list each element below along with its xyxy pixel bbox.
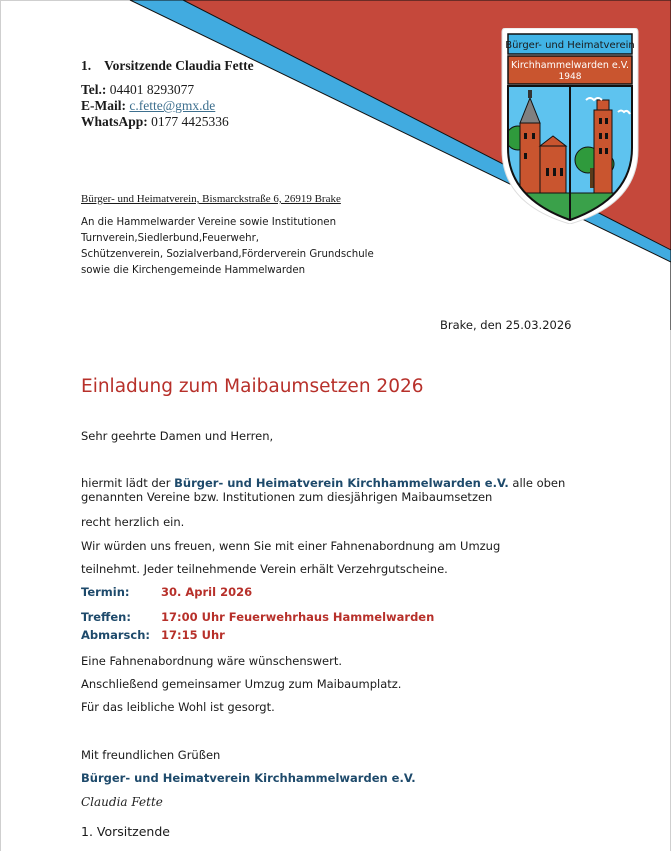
body-p1-org: Bürger- und Heimatverein Kirchhammelwarden e.V. — [174, 476, 509, 490]
sender-title-text: Vorsitzende Claudia Fette — [104, 58, 254, 73]
recipient-block — [81, 215, 374, 279]
letter-heading: Einladung zum Maibaumsetzen 2026 — [81, 376, 424, 397]
detail-value: 30. April 2026 — [161, 585, 253, 599]
tel-label: Tel.: — [81, 82, 107, 97]
recipient-line: sowie die Kirchengemeinde Hammelwarden — [81, 265, 306, 276]
detail-label: Treffen: — [81, 610, 131, 624]
email-label: E-Mail: — [81, 98, 126, 113]
detail-label: Abmarsch: — [81, 628, 150, 642]
whatsapp-value: 0177 4425336 — [151, 114, 229, 129]
club-crest-logo — [500, 28, 640, 224]
whatsapp-label: WhatsApp: — [81, 114, 148, 129]
detail-row-treffen — [81, 610, 434, 624]
detail-row-abmarsch — [81, 628, 225, 642]
sender-block — [81, 58, 254, 130]
return-address: Bürger- und Heimatverein, Bismarckstraße 6, 26919 Brake — [81, 193, 341, 205]
body-p1-line2: genannten Vereine bzw. Institutionen zum diesjährigen Maibaumsetzen — [81, 490, 493, 504]
detail-row-termin — [81, 585, 252, 599]
org-signature: Bürger- und Heimatverein Kirchhammelwarden e.V. — [81, 771, 416, 785]
signature-role: 1. Vorsitzende — [81, 824, 170, 839]
crest-year: 1948 — [558, 72, 582, 82]
recipient-line: Turnverein,Siedlerbund,Feuerwehr, — [81, 233, 260, 244]
regards: Mit freundlichen Grüßen — [81, 748, 221, 762]
email-link[interactable]: c.fette@gmx.de — [129, 98, 216, 113]
sender-tel-row — [81, 82, 254, 98]
crest-line2: Kirchhammelwarden e.V. — [510, 60, 630, 71]
body-p3: Wir würden uns freuen, wenn Sie mit einer Fahnenabordnung am Umzug — [81, 539, 501, 553]
sender-title — [81, 58, 254, 74]
detail-value: 17:00 Uhr Feuerwehrhaus Hammelwarden — [161, 610, 435, 624]
sender-email-row — [81, 98, 254, 114]
body-p1-end: alle oben — [512, 476, 566, 490]
closing-line: Für das leibliche Wohl ist gesorgt. — [81, 700, 275, 714]
body-p1-start: hiermit lädt der — [81, 476, 171, 490]
body-paragraph-1 — [81, 476, 565, 490]
salutation: Sehr geehrte Damen und Herren, — [81, 429, 274, 443]
handwritten-signature: Claudia Fette — [81, 795, 163, 809]
crest-line1: Bürger- und Heimatverein — [505, 40, 635, 51]
closing-line: Eine Fahnenabordnung wäre wünschenswert. — [81, 654, 343, 668]
closing-line: Anschließend gemeinsamer Umzug zum Maibaumplatz. — [81, 677, 402, 691]
recipient-line: Schützenverein, Sozialverband,Förderverein Grundschule — [81, 249, 374, 260]
date-line: Brake, den 25.03.2026 — [440, 318, 572, 332]
recipient-line: An die Hammelwarder Vereine sowie Institutionen — [81, 217, 337, 228]
tel-value: 04401 8293077 — [109, 82, 195, 97]
detail-value: 17:15 Uhr — [161, 628, 225, 642]
sender-title-number: 1. — [81, 58, 92, 73]
detail-label: Termin: — [81, 585, 130, 599]
body-p4: teilnehmt. Jeder teilnehmende Verein erhält Verzehrgutscheine. — [81, 562, 448, 576]
body-p2: recht herzlich ein. — [81, 515, 185, 529]
sender-whatsapp-row — [81, 114, 254, 130]
